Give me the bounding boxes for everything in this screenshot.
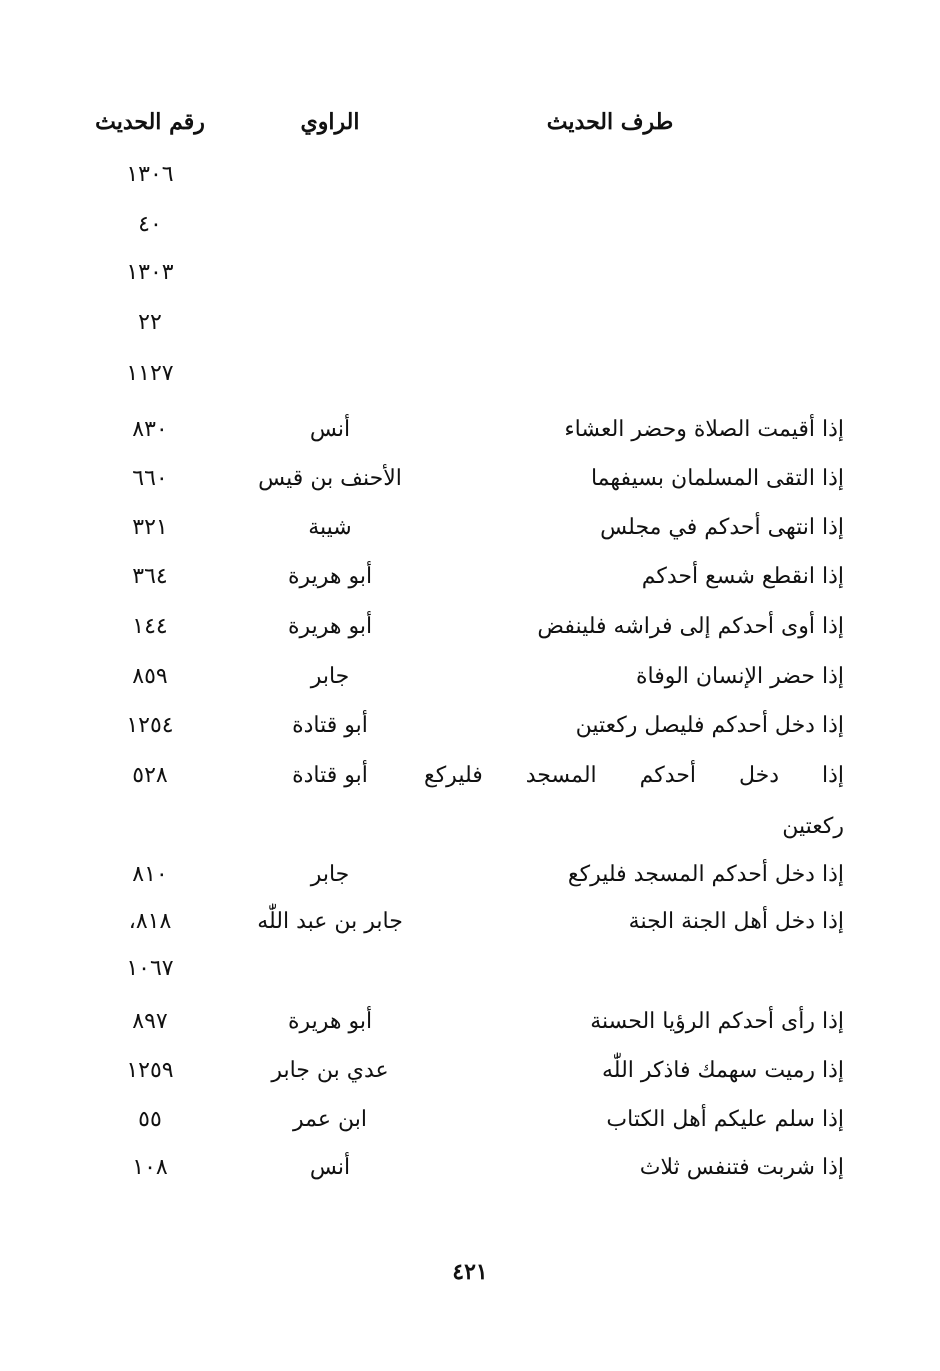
header-hadith-opening: طرف الحديث bbox=[546, 109, 674, 135]
narrator bbox=[230, 251, 430, 295]
hadith-opening bbox=[424, 947, 844, 991]
hadith-opening: إذا سلم عليكم أهل الكتاب bbox=[606, 1107, 844, 1132]
narrator: جابر bbox=[310, 664, 350, 689]
narrator bbox=[230, 203, 430, 247]
hadith-number: ١١٢٧ bbox=[126, 361, 174, 386]
hadith-number: ١٣٠٦ bbox=[126, 162, 174, 187]
narrator bbox=[230, 301, 430, 345]
table-row bbox=[0, 947, 940, 991]
table-row bbox=[0, 153, 940, 197]
narrator: أبو هريرة bbox=[287, 1009, 373, 1034]
table-row bbox=[0, 605, 940, 649]
narrator bbox=[230, 947, 430, 991]
hadith-number: ٨١٠ bbox=[132, 862, 168, 887]
hadith-opening: إذا رميت سهمك فاذكر اللّٰه bbox=[602, 1058, 844, 1083]
hadith-opening bbox=[424, 352, 844, 396]
hadith-number: ٨٣٠ bbox=[132, 417, 168, 442]
hadith-opening: إذا انقطع شسع أحدكم bbox=[641, 564, 844, 589]
table-row bbox=[0, 853, 940, 897]
hadith-number: ٢٢ bbox=[138, 310, 162, 335]
hadith-opening-continuation: ركعتين bbox=[782, 814, 844, 839]
hadith-number: ١٤٤ bbox=[132, 614, 168, 639]
hadith-opening bbox=[424, 301, 844, 345]
table-row bbox=[0, 506, 940, 550]
table-row bbox=[0, 555, 940, 599]
narrator: جابر bbox=[310, 862, 350, 887]
table-row bbox=[0, 352, 940, 396]
narrator: الأحنف بن قيس bbox=[258, 466, 402, 491]
hadith-number: ٦٦٠ bbox=[132, 466, 168, 491]
table-row bbox=[0, 457, 940, 501]
table-row bbox=[0, 1000, 940, 1044]
header-narrator: الراوي bbox=[300, 109, 360, 135]
hadith-opening: إذا دخل أحدكم فليصل ركعتين bbox=[575, 713, 844, 738]
narrator: أبو قتادة bbox=[292, 713, 368, 738]
hadith-number: ٣٦٤ bbox=[132, 564, 168, 589]
table-row bbox=[0, 704, 940, 748]
hadith-number: ١٢٥٤ bbox=[126, 713, 174, 738]
page-number: ٤٢١ bbox=[452, 1259, 488, 1285]
hadith-opening bbox=[424, 251, 844, 295]
hadith-number: ٤٠ bbox=[138, 212, 162, 237]
narrator: أبو قتادة bbox=[292, 763, 368, 788]
hadith-number: ١٣٠٣ bbox=[126, 260, 174, 285]
hadith-opening: إذا رأى أحدكم الرؤيا الحسنة bbox=[590, 1009, 844, 1034]
hadith-opening: إذا دخل أحدكم المسجد فليركع bbox=[567, 862, 844, 887]
table-row bbox=[0, 301, 940, 345]
hadith-number: ٨٩٧ bbox=[132, 1009, 168, 1034]
hadith-opening: إذا دخل أحدكم المسجد فليركع bbox=[424, 763, 844, 788]
table-row bbox=[0, 203, 940, 247]
hadith-number: ١٠٦٧ bbox=[126, 956, 174, 981]
hadith-opening: إذا انتهى أحدكم في مجلس bbox=[600, 515, 844, 540]
hadith-number: ٨١٨، bbox=[128, 909, 172, 934]
narrator: عدي بن جابر bbox=[271, 1058, 389, 1083]
hadith-opening bbox=[424, 203, 844, 247]
hadith-number: ١٠٨ bbox=[132, 1155, 168, 1180]
hadith-opening: إذا أقيمت الصلاة وحضر العشاء bbox=[564, 417, 844, 442]
narrator bbox=[230, 352, 430, 396]
table-header bbox=[0, 100, 940, 144]
table-row bbox=[0, 900, 940, 944]
hadith-opening: إذا حضر الإنسان الوفاة bbox=[635, 664, 844, 689]
narrator: أبو هريرة bbox=[287, 614, 373, 639]
hadith-number: ٥٢٨ bbox=[132, 763, 168, 788]
hadith-number: ٣٢١ bbox=[132, 515, 168, 540]
table-row bbox=[0, 1146, 940, 1190]
hadith-opening bbox=[424, 153, 844, 197]
narrator: أنس bbox=[309, 417, 351, 442]
header-hadith-number: رقم الحديث bbox=[95, 109, 205, 135]
table-row bbox=[0, 655, 940, 699]
hadith-opening: إذا أوى أحدكم إلى فراشه فلينفض bbox=[537, 614, 844, 639]
narrator: ابن عمر bbox=[293, 1107, 367, 1132]
narrator: جابر بن عبد اللّٰه bbox=[257, 909, 403, 934]
table-row bbox=[0, 1049, 940, 1093]
narrator: أبو هريرة bbox=[287, 564, 373, 589]
table-row bbox=[0, 754, 940, 798]
table-row bbox=[0, 408, 940, 452]
table-row bbox=[0, 1098, 940, 1142]
hadith-number: ٥٥ bbox=[138, 1107, 162, 1132]
hadith-opening: إذا دخل أهل الجنة الجنة bbox=[628, 909, 844, 934]
hadith-number: ١٢٥٩ bbox=[126, 1058, 174, 1083]
narrator bbox=[230, 153, 430, 197]
narrator: أنس bbox=[309, 1155, 351, 1180]
narrator: شيبة bbox=[308, 515, 352, 540]
hadith-opening: إذا التقى المسلمان بسيفهما bbox=[590, 466, 844, 491]
hadith-number: ٨٥٩ bbox=[132, 664, 168, 689]
table-row bbox=[0, 251, 940, 295]
hadith-opening: إذا شربت فتنفس ثلاث bbox=[639, 1155, 844, 1180]
